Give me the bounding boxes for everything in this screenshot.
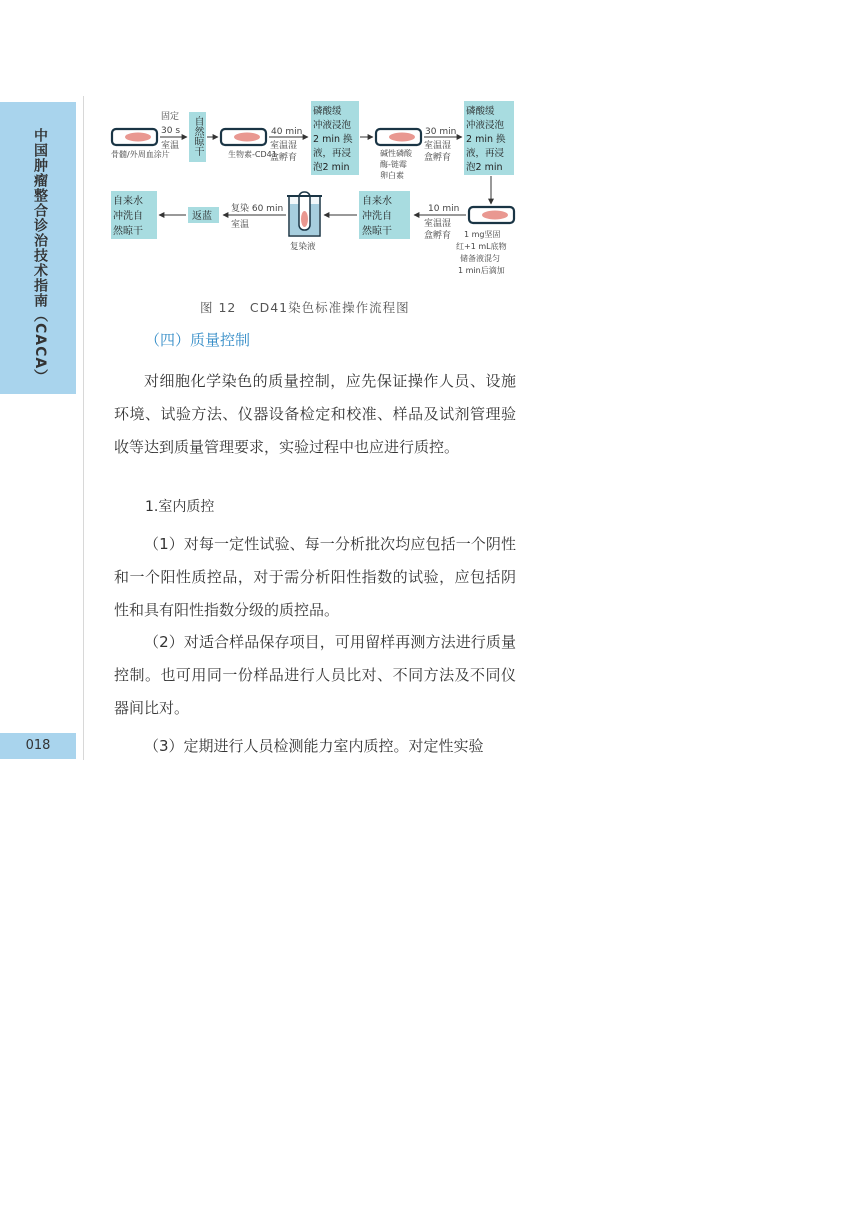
box-pbs-1-line-3: 2 min 换 (313, 134, 353, 145)
paragraph-1: 对细胞化学染色的质量控制，应先保证操作人员、设施环境、试验方法、仪器设备检定和校准、样品及试剂管理验收等达到质量管理要求，实验过程中也应进行质控。 (114, 372, 516, 456)
sidebar-title: 中国肿瘤整合诊治技术指南（CACA） (32, 128, 48, 385)
counterstain-beaker (287, 192, 322, 236)
arrow-1-top-2: 30 s (161, 126, 181, 136)
label-ap-3: 卵白素 (380, 171, 404, 180)
box-pbs-2-line-2: 冲液浸泡 (466, 120, 505, 131)
box-bluing-text: 返蓝 (192, 211, 212, 222)
arrow-9-top: 复染 60 min (231, 204, 284, 214)
page-number: 018 (25, 738, 51, 753)
paragraph-2: （1）对每一定性试验、每一分析批次均应包括一个阴性和一个阳性质控品，对于需分析阳性指数的试验，应包括阴性和具有阳性指数分级的质控品。 (114, 535, 516, 619)
label-biotin-cd41: 生物素-CD41 (228, 150, 277, 159)
box-tap-2-line-2: 冲洗自 (113, 211, 143, 222)
label-fast-red-2: 红+1 mL底物 (456, 242, 507, 251)
label-smear: 骨髓/外周血涂片 (111, 150, 170, 159)
box-tap-1-line-3: 然晾干 (362, 226, 392, 237)
arrow-3-top: 40 min (271, 127, 303, 137)
slide-4 (469, 207, 514, 223)
box-pbs-2-line-5: 泡2 min (466, 162, 503, 173)
arrow-5-bottom-2: 盒孵育 (424, 153, 452, 163)
arrow-1-top-1: 固定 (161, 112, 180, 122)
box-air-dry-text: 自然晾干 (192, 116, 203, 156)
box-tap-1-line-2: 冲洗自 (362, 211, 392, 222)
label-ap-1: 碱性磷酸 (380, 149, 412, 158)
box-pbs-2-line-1: 磷酸缓 (466, 106, 495, 117)
box-pbs-2-line-3: 2 min 换 (466, 134, 506, 145)
arrow-3-bottom-2: 盒孵育 (270, 153, 298, 163)
arrow-7-bottom-2: 盒孵育 (424, 231, 452, 241)
label-fast-red-3: 储备液混匀 (460, 254, 500, 263)
box-tap-2-line-1: 自来水 (113, 196, 143, 207)
arrow-1-bottom: 室温 (161, 141, 180, 151)
arrow-9-bottom: 室温 (231, 220, 250, 230)
arrow-7-bottom-1: 室温湿 (424, 219, 452, 229)
box-tap-1-line-1: 自来水 (362, 196, 392, 207)
flowchart-svg (108, 96, 528, 292)
subheading-internal-qc: 1.室内质控 (145, 499, 215, 515)
slide-3 (376, 129, 421, 145)
section-heading: （四）质量控制 (145, 331, 251, 349)
label-fast-red-4: 1 min后滴加 (458, 266, 505, 275)
flowchart-figure (108, 96, 528, 292)
label-counterstain: 复染液 (290, 242, 316, 252)
paragraph-4: （3）定期进行人员检测能力室内质控。对定性实验 (144, 737, 484, 755)
box-pbs-1-line-5: 泡2 min (313, 162, 350, 173)
label-fast-red-1: 1 mg坚固 (464, 230, 501, 239)
margin-divider (83, 96, 84, 760)
slide-2 (221, 129, 266, 145)
arrow-5-top: 30 min (425, 127, 457, 137)
arrow-5-bottom-1: 室温湿 (424, 141, 452, 151)
box-tap-2-line-3: 然晾干 (113, 226, 143, 237)
arrow-3-bottom-1: 室温湿 (270, 141, 298, 151)
box-pbs-1-line-1: 磷酸缓 (313, 106, 342, 117)
box-pbs-2-line-4: 液，再浸 (466, 148, 505, 159)
label-ap-2: 酶-链霉 (380, 160, 407, 169)
box-pbs-1-line-4: 液，再浸 (313, 148, 352, 159)
arrow-7-top: 10 min (428, 204, 460, 214)
slide-1 (112, 129, 157, 145)
box-pbs-1-line-2: 冲液浸泡 (313, 120, 352, 131)
paragraph-3: （2）对适合样品保存项目，可用留样再测方法进行质量控制。也可用同一份样品进行人员比对、不同方法及不同仪器间比对。 (114, 633, 516, 717)
figure-caption: 图 12 CD41染色标准操作流程图 (200, 300, 410, 315)
